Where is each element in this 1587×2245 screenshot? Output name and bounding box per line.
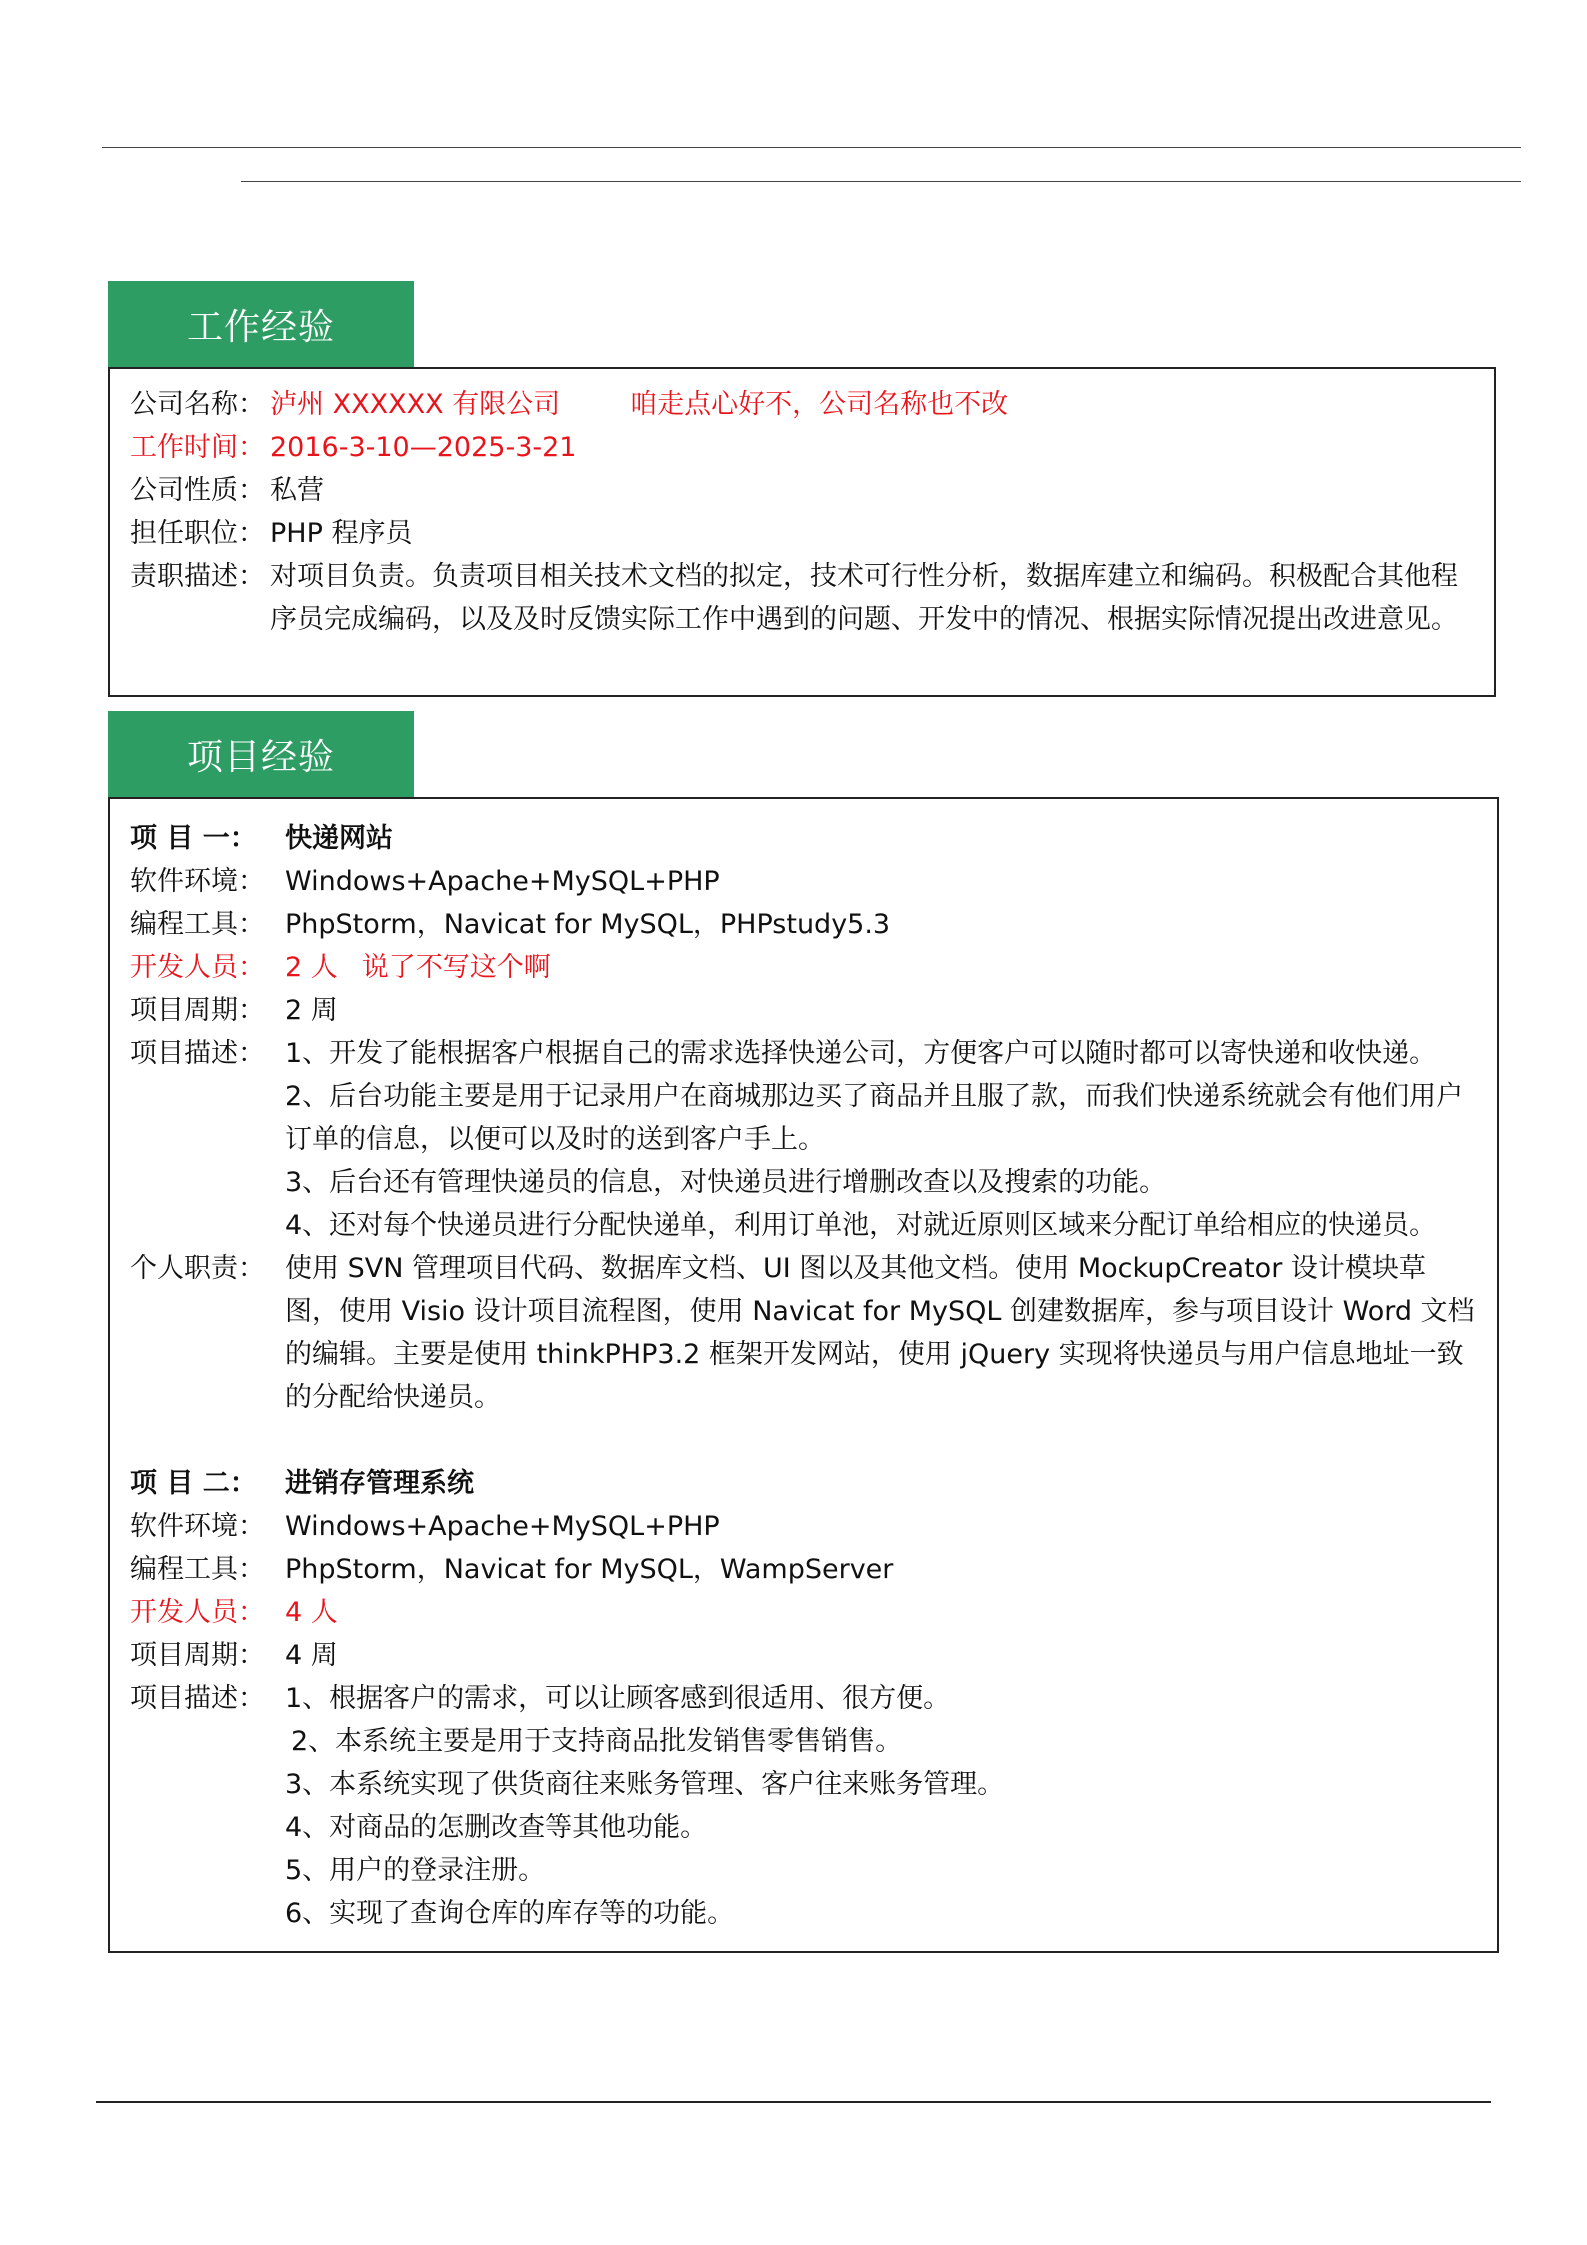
project2-tools-value: PhpStorm，Navicat for MySQL，WampServer bbox=[285, 1554, 894, 1585]
project1-desc-item: 4、还对每个快递员进行分配快递单，利用订单池，对就近原则区域来分配订单给相应的快递员。 bbox=[285, 1210, 1437, 1241]
project2-period-value: 4 周 bbox=[285, 1640, 338, 1671]
duty-value: 对项目负责。负责项目相关技术文档的拟定，技术可行性分析，数据库建立和编码。积极配合其他程序员完成编码，以及及时反馈实际工作中遇到的问题、开发中的情况、根据实际情况提出改进意见。 bbox=[270, 561, 1458, 635]
project1-duty-row bbox=[130, 1247, 1479, 1419]
top-rule bbox=[102, 147, 1521, 148]
project1-desc-list bbox=[285, 1032, 1479, 1247]
nature-row bbox=[130, 469, 1476, 512]
top-rule-inner bbox=[241, 181, 1521, 182]
bottom-rule bbox=[96, 2101, 1491, 2103]
company-row bbox=[130, 383, 1476, 426]
project1-env-row bbox=[130, 860, 1479, 903]
project2-title-row bbox=[130, 1462, 1479, 1505]
project1-duty-label: 个人职责： bbox=[130, 1253, 265, 1284]
spacer bbox=[130, 1419, 1479, 1462]
project2-desc-item: 5、用户的登录注册。 bbox=[285, 1855, 546, 1886]
company-note: 咱走点心好不，公司名称也不改 bbox=[630, 389, 1009, 420]
project1-desc-item: 3、后台还有管理快递员的信息，对快递员进行增删改查以及搜索的功能。 bbox=[285, 1167, 1167, 1198]
nature-label: 公司性质： bbox=[130, 475, 265, 506]
project2-desc-list bbox=[285, 1677, 1479, 1935]
project1-tools-label: 编程工具： bbox=[130, 909, 265, 940]
project1-period-row bbox=[130, 989, 1479, 1032]
project2-tools-row bbox=[130, 1548, 1479, 1591]
project1-env-value: Windows+Apache+MySQL+PHP bbox=[285, 866, 720, 897]
time-row bbox=[130, 426, 1476, 469]
project2-desc-item: 2、本系统主要是用于支持商品批发销售零售销售。 bbox=[291, 1726, 903, 1757]
project2-dev-value: 4 人 bbox=[285, 1597, 338, 1628]
project2-desc-row bbox=[130, 1677, 1479, 1935]
project1-period-value: 2 周 bbox=[285, 995, 338, 1026]
project1-desc-row bbox=[130, 1032, 1479, 1247]
project2-desc-item: 1、根据客户的需求，可以让顾客感到很适用、很方便。 bbox=[285, 1683, 951, 1714]
duty-label: 责职描述： bbox=[130, 561, 265, 592]
time-label: 工作时间： bbox=[130, 432, 265, 463]
project2-env-value: Windows+Apache+MySQL+PHP bbox=[285, 1511, 720, 1542]
project2-tools-label: 编程工具： bbox=[130, 1554, 265, 1585]
project1-title-row bbox=[130, 817, 1479, 860]
project1-desc-item: 1、开发了能根据客户根据自己的需求选择快递公司，方便客户可以随时都可以寄快递和收快递。 bbox=[285, 1038, 1437, 1069]
project2-title: 进销存管理系统 bbox=[285, 1468, 474, 1499]
project1-title: 快递网站 bbox=[285, 823, 393, 854]
project2-desc-item: 3、本系统实现了供货商往来账务管理、客户往来账务管理。 bbox=[285, 1769, 1005, 1800]
project2-desc-item: 6、实现了查询仓库的库存等的功能。 bbox=[285, 1898, 735, 1929]
project1-tools-row bbox=[130, 903, 1479, 946]
work-experience-box bbox=[108, 367, 1496, 697]
project2-desc-item: 4、对商品的怎删改查等其他功能。 bbox=[285, 1812, 708, 1843]
work-section-title: 工作经验 bbox=[108, 281, 414, 367]
project2-env-label: 软件环境： bbox=[130, 1511, 265, 1542]
project1-dev-row bbox=[130, 946, 1479, 989]
project1-period-label: 项目周期： bbox=[130, 995, 265, 1026]
project2-env-row bbox=[130, 1505, 1479, 1548]
company-value: 泸州 XXXXXX 有限公司 bbox=[270, 389, 561, 420]
project2-title-label: 项 目 二： bbox=[130, 1468, 257, 1499]
project1-tools-value: PhpStorm，Navicat for MySQL，PHPstudy5.3 bbox=[285, 909, 891, 940]
project2-dev-label: 开发人员： bbox=[130, 1597, 265, 1628]
project1-desc-item: 2、后台功能主要是用于记录用户在商城那边买了商品并且服了款，而我们快递系统就会有他们用户订单的信息，以便可以及时的送到客户手上。 bbox=[285, 1081, 1464, 1155]
project1-env-label: 软件环境： bbox=[130, 866, 265, 897]
nature-value: 私营 bbox=[270, 475, 324, 506]
position-row bbox=[130, 512, 1476, 555]
project1-dev-note: 说了不写这个啊 bbox=[361, 952, 551, 983]
position-label: 担任职位： bbox=[130, 518, 265, 549]
project-experience-box bbox=[108, 797, 1499, 1953]
position-value: PHP 程序员 bbox=[270, 518, 413, 549]
project2-desc-label: 项目描述： bbox=[130, 1683, 265, 1714]
duty-row bbox=[130, 555, 1476, 641]
project2-dev-row bbox=[130, 1591, 1479, 1634]
project1-title-label: 项 目 一： bbox=[130, 823, 257, 854]
project1-dev-label: 开发人员： bbox=[130, 952, 265, 983]
project2-period-label: 项目周期： bbox=[130, 1640, 265, 1671]
project2-period-row bbox=[130, 1634, 1479, 1677]
project1-duty-value: 使用 SVN 管理项目代码、数据库文档、UI 图以及其他文档。使用 MockupCreator 设计模块草图，使用 Visio 设计项目流程图，使用 Navicat for MySQL 创建数据库，参与项目设计 Word 文档的编辑。主要是使用 thinkPHP3.2 框架开发网站，使用 jQuery 实现将快递员与用户信息地址一致的分配给快递员。 bbox=[285, 1253, 1475, 1413]
project1-desc-label: 项目描述： bbox=[130, 1038, 265, 1069]
company-label: 公司名称： bbox=[130, 389, 265, 420]
project-section-title: 项目经验 bbox=[108, 711, 414, 797]
time-value: 2016-3-10—2025-3-21 bbox=[270, 432, 577, 463]
project1-dev-value: 2 人 bbox=[285, 952, 338, 983]
